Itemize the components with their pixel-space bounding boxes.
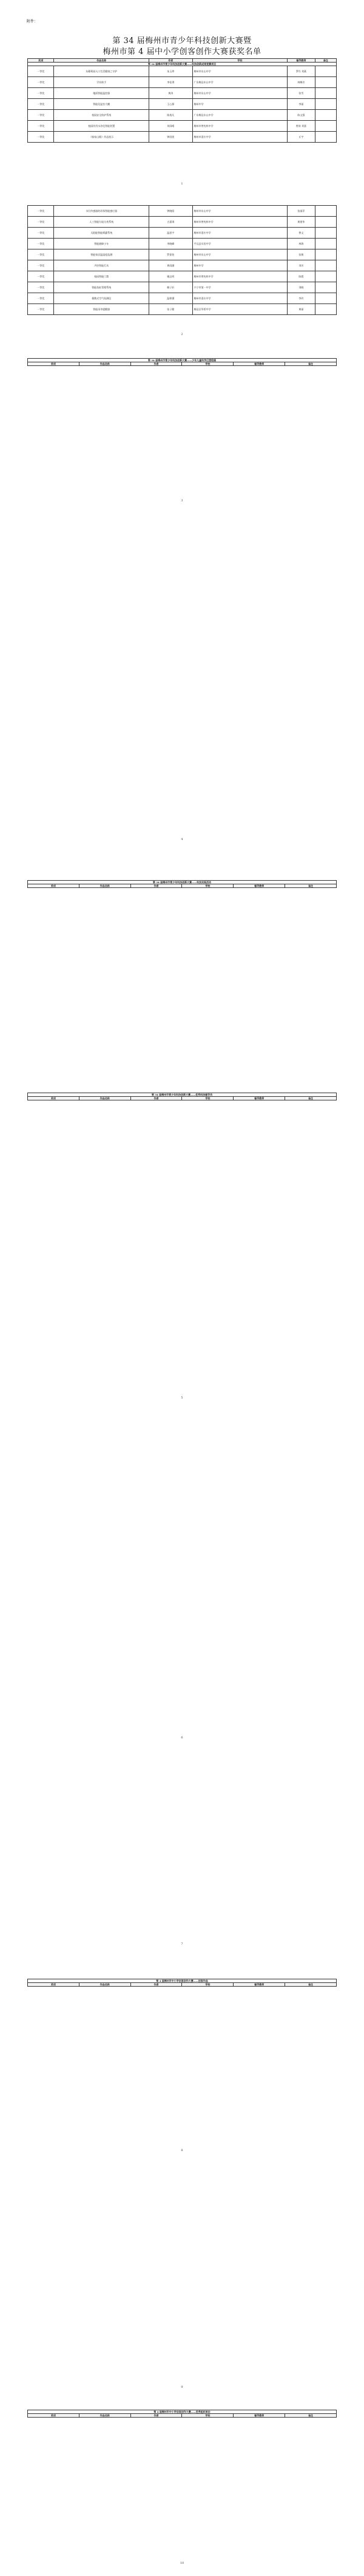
cell-award: 一等奖 [28, 88, 54, 99]
section-block-3 [27, 358, 337, 366]
table-row [28, 293, 337, 304]
cell-remark [315, 271, 336, 282]
section-title: 第 4 届梅州市中小学创客创作大赛——创客作品 [28, 1979, 337, 1983]
section-title: 第 34 届梅州市青少年科技创新大赛——少年儿童科学幻想绘画 [28, 359, 337, 362]
cell-author: 钟晓阳 [149, 206, 192, 217]
cell-award: 一等奖 [28, 110, 54, 121]
cell-award: 一等奖 [28, 217, 54, 228]
cell-work: 东葡萄园人口生活健康之守护 [54, 66, 149, 77]
table-row [28, 239, 337, 249]
cell-teacher: 丘宇 [288, 132, 315, 143]
cell-remark [315, 282, 336, 293]
cell-school: 梅州市曾宪梓中学 [192, 271, 288, 282]
cell-teacher: 黄丽 [288, 304, 315, 315]
cell-author: 温梓涵 [149, 293, 192, 304]
header-remark: 备注 [285, 2414, 337, 2418]
page-number: 3 [181, 499, 183, 503]
award-table-p1 [27, 58, 337, 143]
header-school: 学校 [182, 884, 234, 888]
cell-work: 便携式空气检测仪 [54, 293, 149, 304]
cell-teacher: 曾涛 刘嘉 [288, 121, 315, 132]
cell-work: 校园饮用水净化智能装置 [54, 121, 149, 132]
cell-author: 赖子轩 [149, 282, 192, 293]
header-teacher: 辅导教师 [234, 2414, 285, 2418]
cell-author: 李佳琪 [149, 77, 192, 88]
table-row [28, 304, 337, 315]
cell-work: 水位传感器的环保智能感应器 [54, 206, 149, 217]
header-teacher: 辅导教师 [288, 59, 315, 63]
cell-award: 一等奖 [28, 271, 54, 282]
cell-work: 校园安全防护系统 [54, 110, 149, 121]
header-school: 学校 [182, 362, 234, 366]
cell-award: 一等奖 [28, 66, 54, 77]
header-school: 学校 [182, 1097, 234, 1100]
cell-teacher: 张丽萍 [288, 206, 315, 217]
cell-school: 梅州市东山中学 [192, 249, 288, 260]
cell-work: 地面智能温控器 [54, 88, 149, 99]
header-work: 作品名称 [79, 362, 130, 366]
cell-remark [315, 132, 336, 143]
cell-remark [315, 77, 336, 88]
cell-author: 王心源 [149, 99, 192, 110]
page-number: 7 [181, 1942, 183, 1946]
header-school: 学校 [192, 59, 288, 63]
cell-remark [315, 239, 336, 249]
cell-award: 一等奖 [28, 239, 54, 249]
page-title-line2: 梅州市第 4 届中小学创客创作大赛获奖名单 [103, 47, 261, 56]
cell-school: 梅州市嘉应中学 [192, 293, 288, 304]
table-row [28, 132, 337, 143]
table-row [28, 249, 337, 260]
header-award: 奖项 [28, 2414, 79, 2418]
header-award: 奖项 [28, 1983, 79, 1987]
page-number: 2 [181, 333, 183, 336]
cell-teacher: 张雪 [288, 88, 315, 99]
cell-remark [315, 304, 336, 315]
cell-award: 一等奖 [28, 282, 54, 293]
table-row [28, 260, 337, 271]
cell-teacher: 林梅芳 [288, 77, 315, 88]
table-row [28, 271, 337, 282]
attachment-label: 附件： [27, 19, 38, 24]
table-header [28, 362, 337, 366]
cell-teacher: 李玲 [288, 293, 315, 304]
cell-remark [315, 249, 336, 260]
cell-remark [315, 88, 336, 99]
table-row [28, 282, 337, 293]
table-row [28, 110, 337, 121]
cell-award: 一等奖 [28, 77, 54, 88]
cell-remark [315, 110, 336, 121]
cell-teacher: 刘芳 [288, 260, 315, 271]
header-teacher: 辅导教师 [234, 884, 285, 888]
table-row [28, 88, 337, 99]
header-teacher: 辅导教师 [234, 1097, 285, 1100]
cell-teacher: 陈霞 [288, 271, 315, 282]
cell-work: 太阳能智能喷灌系统 [54, 228, 149, 239]
cell-author: 温思宇 [149, 228, 192, 239]
section-title: 第 34 届梅州市青少年科技创新大赛——科技创新成果竞赛项目 [28, 63, 337, 66]
cell-remark [315, 293, 336, 304]
cell-award: 一等奖 [28, 304, 54, 315]
cell-work: 智能化温室大棚 [54, 99, 149, 110]
section-block-4 [27, 880, 337, 888]
header-teacher: 辅导教师 [234, 1983, 285, 1987]
section-title: 第 34 届梅州市青少年科技创新大赛——优秀科技辅导员 [28, 1093, 337, 1097]
cell-school: 梅州市曾宪梓中学 [192, 121, 288, 132]
header-work: 作品名称 [54, 59, 149, 63]
table-header [28, 2414, 337, 2418]
header-school: 学校 [182, 1983, 234, 1987]
cell-author: 谢志明 [149, 271, 192, 282]
cell-award: 一等奖 [28, 249, 54, 260]
header-author: 作者 [130, 362, 182, 366]
table-row [28, 228, 337, 239]
header-author: 作者 [149, 59, 192, 63]
cell-work: 人工智能垃圾分类系统 [54, 217, 149, 228]
header-author: 作者 [130, 1097, 182, 1100]
cell-school: 梅州市东山中学 [192, 88, 288, 99]
cell-school: 梅州市东山中学 [192, 66, 288, 77]
cell-teacher: 陈文强 [288, 110, 315, 121]
cell-award: 一等奖 [28, 293, 54, 304]
cell-work: 《客家山歌》作品展示 [54, 132, 149, 143]
cell-author: 李晓峰 [149, 239, 192, 249]
cell-teacher: 刘晓 [288, 282, 315, 293]
cell-work: 智能家居温湿度监测 [54, 249, 149, 260]
header-award: 奖项 [28, 59, 54, 63]
cell-teacher: 曾文 [288, 228, 315, 239]
header-author: 作者 [130, 2414, 182, 2418]
cell-school: 梅州中学 [192, 99, 288, 110]
cell-school: 梅州市东山中学 [192, 206, 288, 217]
cell-work: 校园智能门禁 [54, 271, 149, 282]
cell-school: 梅州市曾宪梓中学 [192, 217, 288, 228]
header-work: 作品名称 [79, 884, 130, 888]
header-work: 作品名称 [79, 1983, 130, 1987]
cell-school: 梅州市嘉应中学 [192, 132, 288, 143]
cell-author: 古嘉琪 [149, 217, 192, 228]
header-remark: 备注 [315, 59, 336, 63]
page-number: 4 [181, 838, 183, 841]
cell-work: 学业助手 [54, 77, 149, 88]
header-award: 奖项 [28, 884, 79, 888]
cell-award: 一等奖 [28, 228, 54, 239]
cell-award: 一等奖 [28, 206, 54, 217]
cell-school: 梅州市嘉应中学 [192, 228, 288, 239]
page-number: 1 [181, 182, 183, 186]
header-remark: 备注 [285, 1983, 337, 1987]
cell-author: 钟雨萱 [149, 132, 192, 143]
page-number: 10 [180, 2561, 184, 2565]
table-header [28, 884, 337, 888]
cell-remark [315, 260, 336, 271]
cell-author: 刘雨晴 [149, 121, 192, 132]
header-author: 作者 [130, 884, 182, 888]
header-remark: 备注 [285, 362, 337, 366]
table-row [28, 77, 337, 88]
cell-work: 智能鱼缸管理系统 [54, 282, 149, 293]
header-work: 作品名称 [79, 1097, 130, 1100]
cell-school: 兴宁市第一中学 [192, 282, 288, 293]
page-title-line1: 第 34 届梅州市青少年科技创新大赛暨 [112, 36, 252, 46]
cell-award: 一等奖 [28, 260, 54, 271]
cell-teacher: 黄建华 [288, 217, 315, 228]
cell-author: 陈逸凡 [149, 110, 192, 121]
cell-award: 一等奖 [28, 132, 54, 143]
page-number: 5 [181, 1396, 183, 1400]
cell-remark [315, 99, 336, 110]
cell-teacher: 张敏 [288, 249, 315, 260]
cell-remark [315, 206, 336, 217]
cell-school: 广东梅县东山中学 [192, 110, 288, 121]
cell-award: 一等奖 [28, 121, 54, 132]
cell-work: 智能避障小车 [54, 239, 149, 249]
section-block-5 [27, 1093, 337, 1100]
cell-work: 智能雨伞提醒器 [54, 304, 149, 315]
award-table-p2 [27, 205, 337, 315]
cell-work: 声控智能灯具 [54, 260, 149, 271]
cell-remark [315, 66, 336, 77]
cell-award: 一等奖 [28, 99, 54, 110]
header-work: 作品名称 [79, 2414, 130, 2418]
section-title: 第 4 届梅州市中小学创客创作大赛——优秀组织单位 [28, 2410, 337, 2414]
header-school: 学校 [182, 2414, 234, 2418]
table-row [28, 66, 337, 77]
cell-school: 梅州中学 [192, 260, 288, 271]
table-row [28, 121, 337, 132]
header-award: 奖项 [28, 362, 79, 366]
table-header [28, 1983, 337, 1987]
cell-school: 梅县区华侨中学 [192, 304, 288, 315]
header-teacher: 辅导教师 [234, 362, 285, 366]
page-number: 9 [181, 2385, 183, 2389]
cell-teacher: 罗丹 刘燕 [288, 66, 315, 77]
section-title: 第 34 届梅州市青少年科技创新大赛——科技实践活动 [28, 881, 337, 884]
cell-author: 黄雨涵 [149, 260, 192, 271]
section-block-6 [27, 1979, 337, 1987]
cell-remark [315, 217, 336, 228]
section-block-7 [27, 2410, 337, 2418]
cell-remark [315, 228, 336, 239]
cell-school: 广东梅县东山中学 [192, 77, 288, 88]
cell-teacher: 李丽 [288, 99, 315, 110]
cell-school: 平远县实验中学 [192, 239, 288, 249]
table-header [28, 1097, 337, 1100]
cell-author: 张子健 [149, 304, 192, 315]
cell-author: 朱玉珍 [149, 66, 192, 77]
cell-author: 黄涛 [149, 88, 192, 99]
header-award: 奖项 [28, 1097, 79, 1100]
header-author: 作者 [130, 1983, 182, 1987]
table-row [28, 217, 337, 228]
table-row [28, 206, 337, 217]
page-number: 8 [181, 2149, 183, 2152]
page-number: 6 [181, 1736, 183, 1740]
cell-author: 罗嘉怡 [149, 249, 192, 260]
header-remark: 备注 [285, 884, 337, 888]
header-remark: 备注 [285, 1097, 337, 1100]
cell-teacher: 林海 [288, 239, 315, 249]
table-row [28, 99, 337, 110]
cell-remark [315, 121, 336, 132]
